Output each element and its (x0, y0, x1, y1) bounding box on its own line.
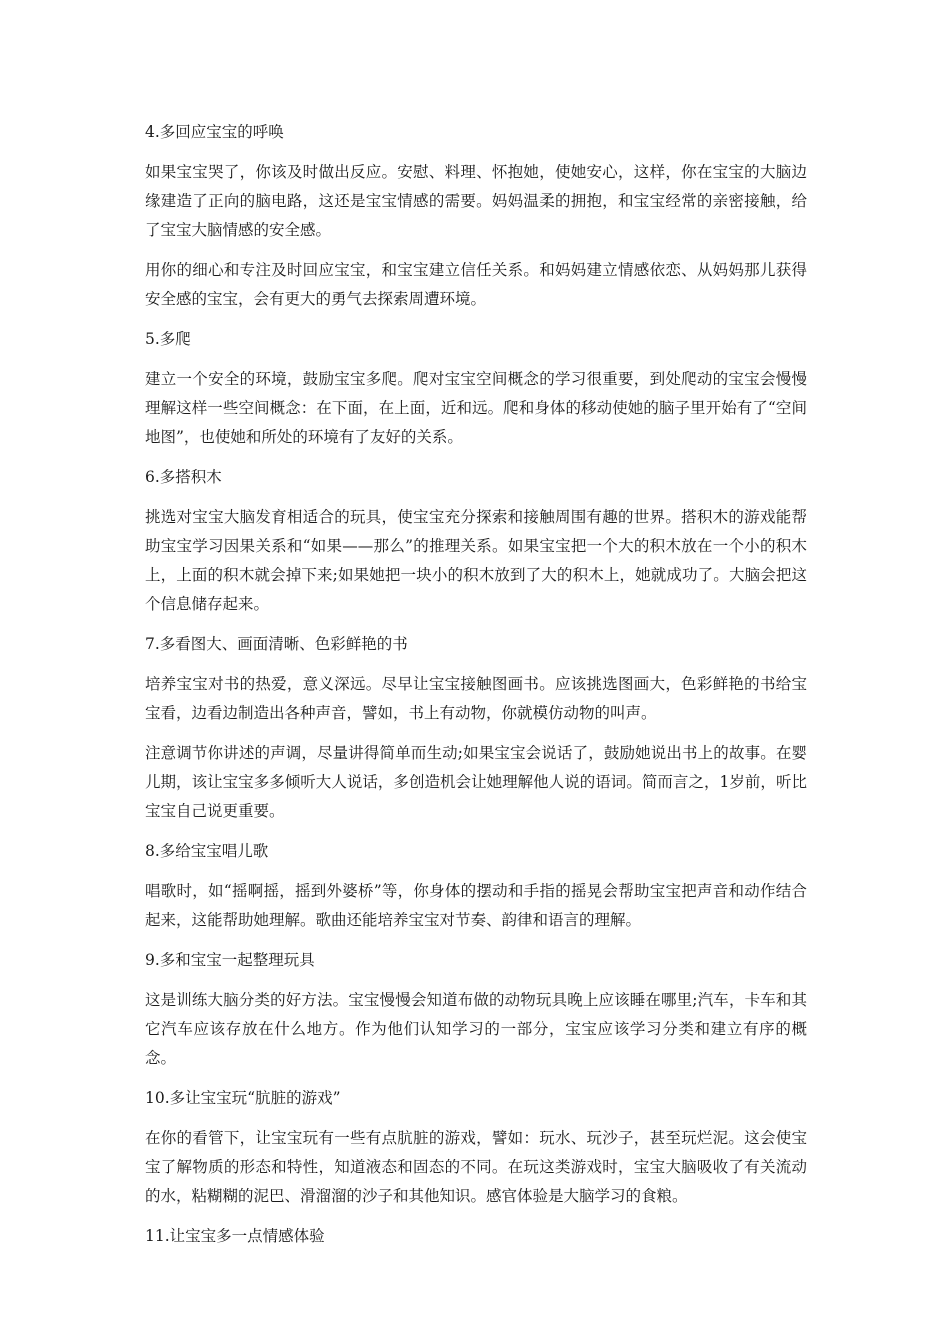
paragraph: 培养宝宝对书的热爱，意义深远。尽早让宝宝接触图画书。应该挑选图画大，色彩鲜艳的书给宝宝看，边看边制造出各种声音，譬如，书上有动物，你就模仿动物的叫声。 (145, 675, 807, 722)
paragraph: 唱歌时，如“摇啊摇，摇到外婆桥”等，你身体的摆动和手指的摇晃会帮助宝宝把声音和动作结合起来，这能帮助她理解。歌曲还能培养宝宝对节奏、韵律和语言的理解。 (145, 882, 807, 929)
paragraph: 这是训练大脑分类的好方法。宝宝慢慢会知道布做的动物玩具晚上应该睡在哪里;汽车，卡车和其它汽车应该存放在什么地方。作为他们认知学习的一部分，宝宝应该学习分类和建立有序的概念。 (145, 991, 807, 1067)
section-heading: 5.多爬 (145, 330, 191, 348)
paragraph: 用你的细心和专注及时回应宝宝，和宝宝建立信任关系。和妈妈建立情感依恋、从妈妈那儿获得安全感的宝宝，会有更大的勇气去探索周遭环境。 (145, 261, 807, 308)
section-heading: 11.让宝宝多一点情感体验 (145, 1227, 325, 1245)
section-heading: 6.多搭积木 (145, 468, 222, 486)
section-heading: 9.多和宝宝一起整理玩具 (145, 951, 315, 969)
section-heading: 4.多回应宝宝的呼唤 (145, 123, 284, 141)
section-heading: 10.多让宝宝玩“肮脏的游戏” (145, 1089, 341, 1107)
paragraph: 建立一个安全的环境，鼓励宝宝多爬。爬对宝宝空间概念的学习很重要，到处爬动的宝宝会慢慢理解这样一些空间概念：在下面，在上面，近和远。爬和身体的移动使她的脑子里开始有了“空间地图”，也使她和所处的环境有了友好的关系。 (145, 370, 807, 446)
document-page (145, 118, 807, 1262)
paragraph: 注意调节你讲述的声调，尽量讲得简单而生动;如果宝宝会说话了，鼓励她说出书上的故事。在婴儿期，该让宝宝多多倾听大人说话，多创造机会让她理解他人说的语词。简而言之，1岁前，听比宝宝自己说更重要。 (145, 744, 807, 820)
paragraph: 在你的看管下，让宝宝玩有一些有点肮脏的游戏，譬如：玩水、玩沙子，甚至玩烂泥。这会使宝宝了解物质的形态和特性，知道液态和固态的不同。在玩这类游戏时，宝宝大脑吸收了有关流动的水，粘糊糊的泥巴、滑溜溜的沙子和其他知识。感官体验是大脑学习的食粮。 (145, 1129, 807, 1205)
section-heading: 8.多给宝宝唱儿歌 (145, 842, 269, 860)
paragraph: 挑选对宝宝大脑发育相适合的玩具，使宝宝充分探索和接触周围有趣的世界。搭积木的游戏能帮助宝宝学习因果关系和“如果——那么”的推理关系。如果宝宝把一个大的积木放在一个小的积木上，上面的积木就会掉下来;如果她把一块小的积木放到了大的积木上，她就成功了。大脑会把这个信息储存起来。 (145, 508, 807, 613)
paragraph: 如果宝宝哭了，你该及时做出反应。安慰、料理、怀抱她，使她安心，这样，你在宝宝的大脑边缘建造了正向的脑电路，这还是宝宝情感的需要。妈妈温柔的拥抱，和宝宝经常的亲密接触，给了宝宝大脑情感的安全感。 (145, 163, 807, 239)
section-heading: 7.多看图大、画面清晰、色彩鲜艳的书 (145, 635, 408, 653)
